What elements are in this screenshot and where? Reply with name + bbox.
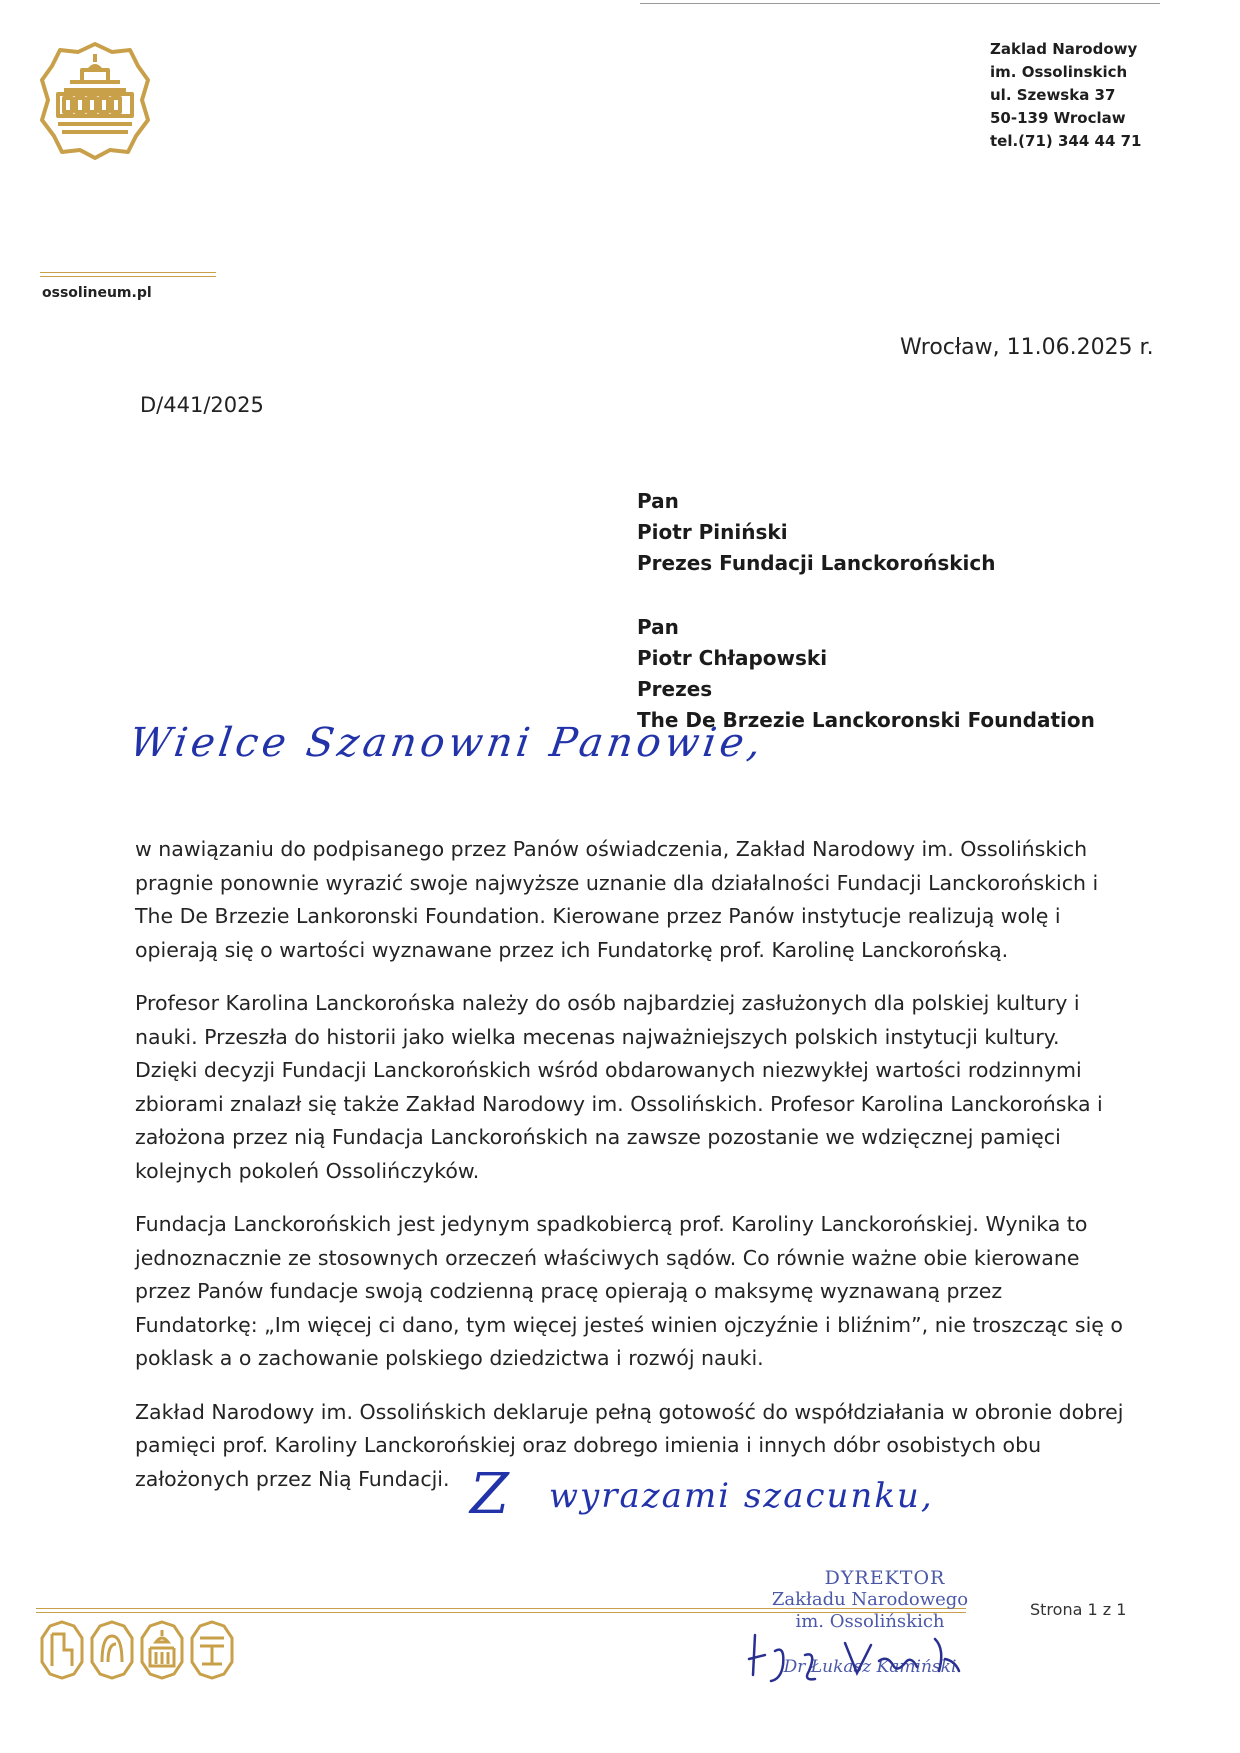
stamp-org-line: Zakładu Narodowego — [771, 1589, 969, 1610]
sender-address-line: tel.(71) 344 44 71 — [990, 132, 1142, 150]
handwritten-closing-initial: Z — [470, 1462, 511, 1527]
sender-address-line: ul. Szewska 37 — [990, 86, 1116, 104]
top-edge-line — [640, 3, 1160, 4]
stamp-name: Dr Łukasz Kamiński — [783, 1657, 957, 1677]
sender-address-line: 50-139 Wroclaw — [990, 109, 1126, 127]
handwritten-salutation: Wielce Szanowni Panowie, — [126, 720, 768, 766]
ossolineum-logo — [40, 40, 150, 160]
body-paragraph: Fundacja Lanckorońskich jest jedynym spadkobiercą prof. Karoliny Lanckorońskiej. Wynika to jednoznacznie ze stosownych orzeczeń właściwych sądów. Co równie ważne obie kierowane przez Panów fundacje swoją codzienną pracę opierają o maksymę wyznawaną przez Fundatorkę: „Im więcej ci dano, tym więcej jesteś winien ojczyźnie i bliźnim”, nie troszcząc się o poklask a o zachowanie polskiego dziedzictwa i rozwój nauki. — [135, 1212, 1123, 1370]
recipient-line: The De Brzezie Lanckoronski Foundation — [637, 708, 1095, 732]
body-paragraph: w nawiązaniu do podpisanego przez Panów oświadczenia, Zakład Narodowy im. Ossolińskich pragnie ponownie wyrazić swoje najwyższe uznanie dla działalności Fundacji Lanckorońskich i The De Brzezie Lankoronski Foundation. Kierowane przez Panów instytucje realizują wolę i opierają się o wartości wyznawane przez ich Fundatorkę prof. Karolinę Lanckorońską. — [135, 837, 1099, 962]
sender-address-line: im. Ossolinskich — [990, 63, 1128, 81]
recipient-line: Pan — [637, 615, 679, 639]
website-rule — [40, 272, 216, 277]
reference-number: D/441/2025 — [140, 393, 264, 417]
recipient-line: Piotr Piniński — [637, 520, 788, 544]
stamp-title: DYREKTOR — [824, 1567, 946, 1589]
signature — [745, 1615, 975, 1705]
date-line: Wrocław, 11.06.2025 r. — [900, 335, 1154, 360]
recipient-line: Piotr Chłapowski — [637, 646, 828, 670]
recipient-block — [637, 612, 1095, 736]
footer-logos — [38, 1618, 238, 1682]
stamp-org-line: im. Ossolińskich — [795, 1611, 945, 1632]
recipient-line: Prezes Fundacji Lanckorońskich — [637, 551, 996, 575]
handwritten-closing — [470, 1462, 934, 1527]
body-paragraph: Zakład Narodowy im. Ossolińskich deklaruje pełną gotowość do współdziałania w obronie dobrej pamięci prof. Karoliny Lanckorońskiej oraz dobrego imienia i innych dóbr osobistych obu założonych przez Nią Fundacji. — [135, 1399, 1124, 1491]
recipient-block — [637, 486, 995, 579]
sender-address-line: Zaklad Narodowy — [990, 40, 1138, 58]
recipient-line: Prezes — [637, 677, 713, 701]
body-paragraph: Profesor Karolina Lanckorońska należy do osób najbardziej zasłużonych dla polskiej kultury i nauki. Przeszła do historii jako wielka mecenas najważniejszych polskich instytucji kultury. Dzięki decyzji Fundacji Lanckorońskich wśród obdarowanych niezwykłej wartości rodzinnymi zbiorami znalazł się także Zakład Narodowy im. Ossolińskich. Profesor Karolina Lanckorońska i założona przez nią Fundacja Lanckorońskich na zawsze pozostanie we wdzięcznej pamięci kolejnych pokoleń Ossolińczyków. — [135, 991, 1103, 1183]
handwritten-closing-text: wyrazami szacunku, — [548, 1476, 934, 1516]
website-url: ossolineum.pl — [42, 285, 152, 301]
page-number: Strona 1 z 1 — [1030, 1600, 1127, 1619]
recipient-line: Pan — [637, 489, 679, 513]
sender-address — [990, 38, 1142, 153]
letter-body — [135, 833, 1125, 1516]
